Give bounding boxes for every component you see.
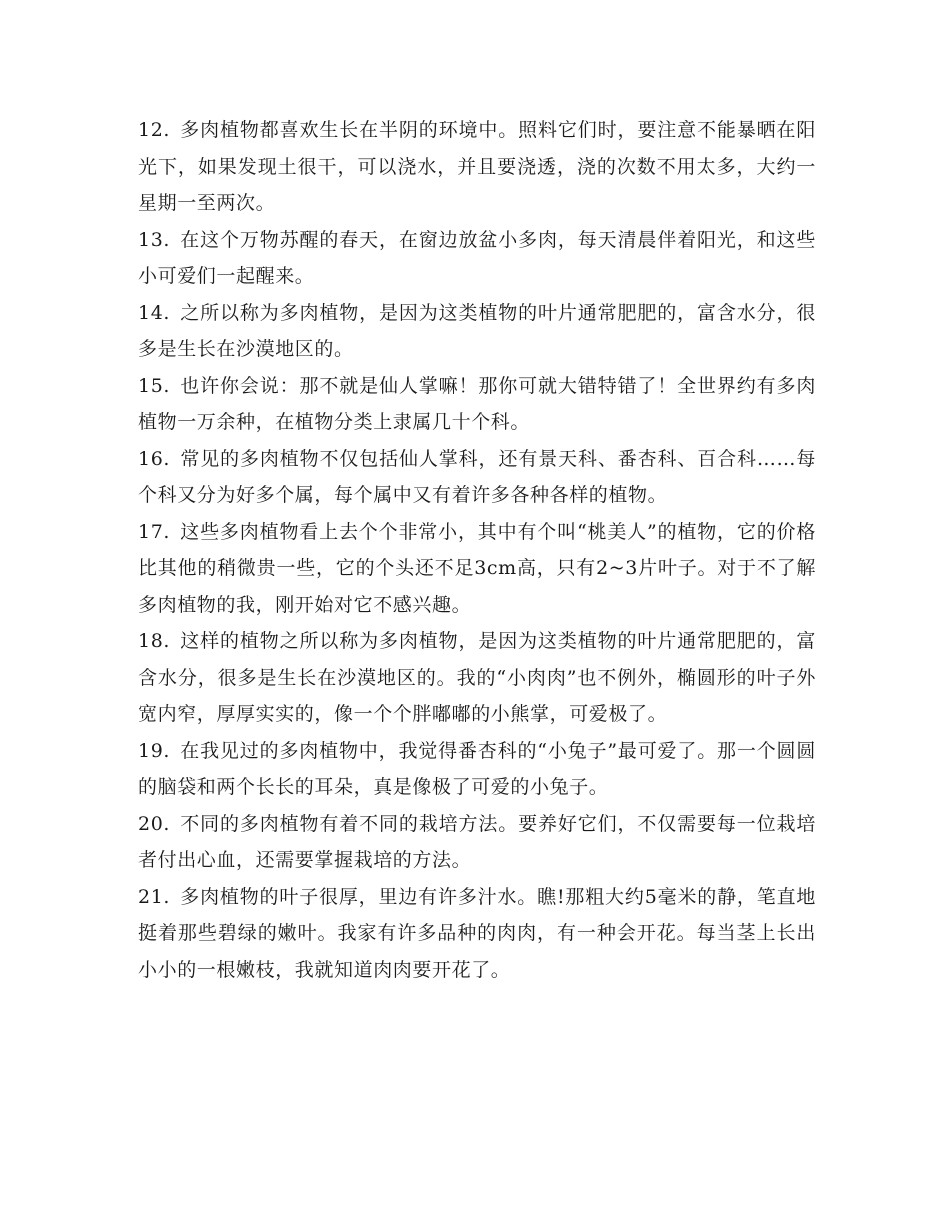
paragraph-number: 16. [138,447,171,470]
paragraph-text: 多肉植物的叶子很厚，里边有许多汁水。瞧!那粗大约5毫米的静，笔直地挺着那些碧绿的嫩叶。我家有许多品种的肉肉，有一种会开花。每当茎上长出小小的一根嫩枝，我就知道肉肉要开花了。 [138,885,816,981]
paragraph-15 [138,368,816,441]
paragraph-text: 常见的多肉植物不仅包括仙人掌科，还有景天科、番杏科、百合科……每个科又分为好多个属，每个属中又有着许多各种各样的植物。 [138,447,816,506]
paragraph-12 [138,112,816,222]
paragraph-number: 14. [138,301,171,324]
paragraph-number: 20. [138,812,171,835]
paragraph-number: 15. [138,374,171,397]
document-body [138,112,816,988]
paragraph-19 [138,733,816,806]
paragraph-text: 在我见过的多肉植物中，我觉得番杏科的“小兔子”最可爱了。那一个圆圆的脑袋和两个长长的耳朵，真是像极了可爱的小兔子。 [138,739,816,798]
paragraph-text: 这样的植物之所以称为多肉植物，是因为这类植物的叶片通常肥肥的，富含水分，很多是生长在沙漠地区的。我的“小肉肉”也不例外，椭圆形的叶子外宽内窄，厚厚实实的，像一个个胖嘟嘟的小熊掌，可爱极了。 [138,630,816,725]
paragraph-number: 12. [138,119,171,141]
paragraph-14 [138,295,816,368]
paragraph-number: 21. [138,885,171,908]
paragraph-text: 多肉植物都喜欢生长在半阴的环境中。照料它们时，要注意不能暴晒在阳光下，如果发现土很干，可以浇水，并且要浇透，浇的次数不用太多，大约一星期一至两次。 [138,119,816,214]
paragraph-number: 19. [138,739,171,762]
paragraph-text: 之所以称为多肉植物，是因为这类植物的叶片通常肥肥的，富含水分，很多是生长在沙漠地区的。 [138,301,816,360]
paragraph-text: 也许你会说：那不就是仙人掌嘛！那你可就大错特错了！全世界约有多肉植物一万余种，在植物分类上隶属几十个科。 [138,374,816,433]
paragraph-18 [138,623,816,733]
paragraph-text: 在这个万物苏醒的春天，在窗边放盆小多肉，每天清晨伴着阳光，和这些小可爱们一起醒来。 [138,228,816,287]
paragraph-number: 13. [138,228,171,251]
paragraph-21 [138,879,816,989]
paragraph-number: 17. [138,520,171,543]
paragraph-17 [138,514,816,624]
paragraph-text: 不同的多肉植物有着不同的栽培方法。要养好它们，不仅需要每一位栽培者付出心血，还需要掌握栽培的方法。 [138,812,816,871]
paragraph-number: 18. [138,630,171,652]
paragraph-text: 这些多肉植物看上去个个非常小，其中有个叫“桃美人”的植物，它的价格比其他的稍微贵一些，它的个头还不足3cm高，只有2~3片叶子。对于不了解多肉植物的我，刚开始对它不感兴趣。 [138,520,816,616]
paragraph-16 [138,441,816,514]
paragraph-20 [138,806,816,879]
paragraph-13 [138,222,816,295]
